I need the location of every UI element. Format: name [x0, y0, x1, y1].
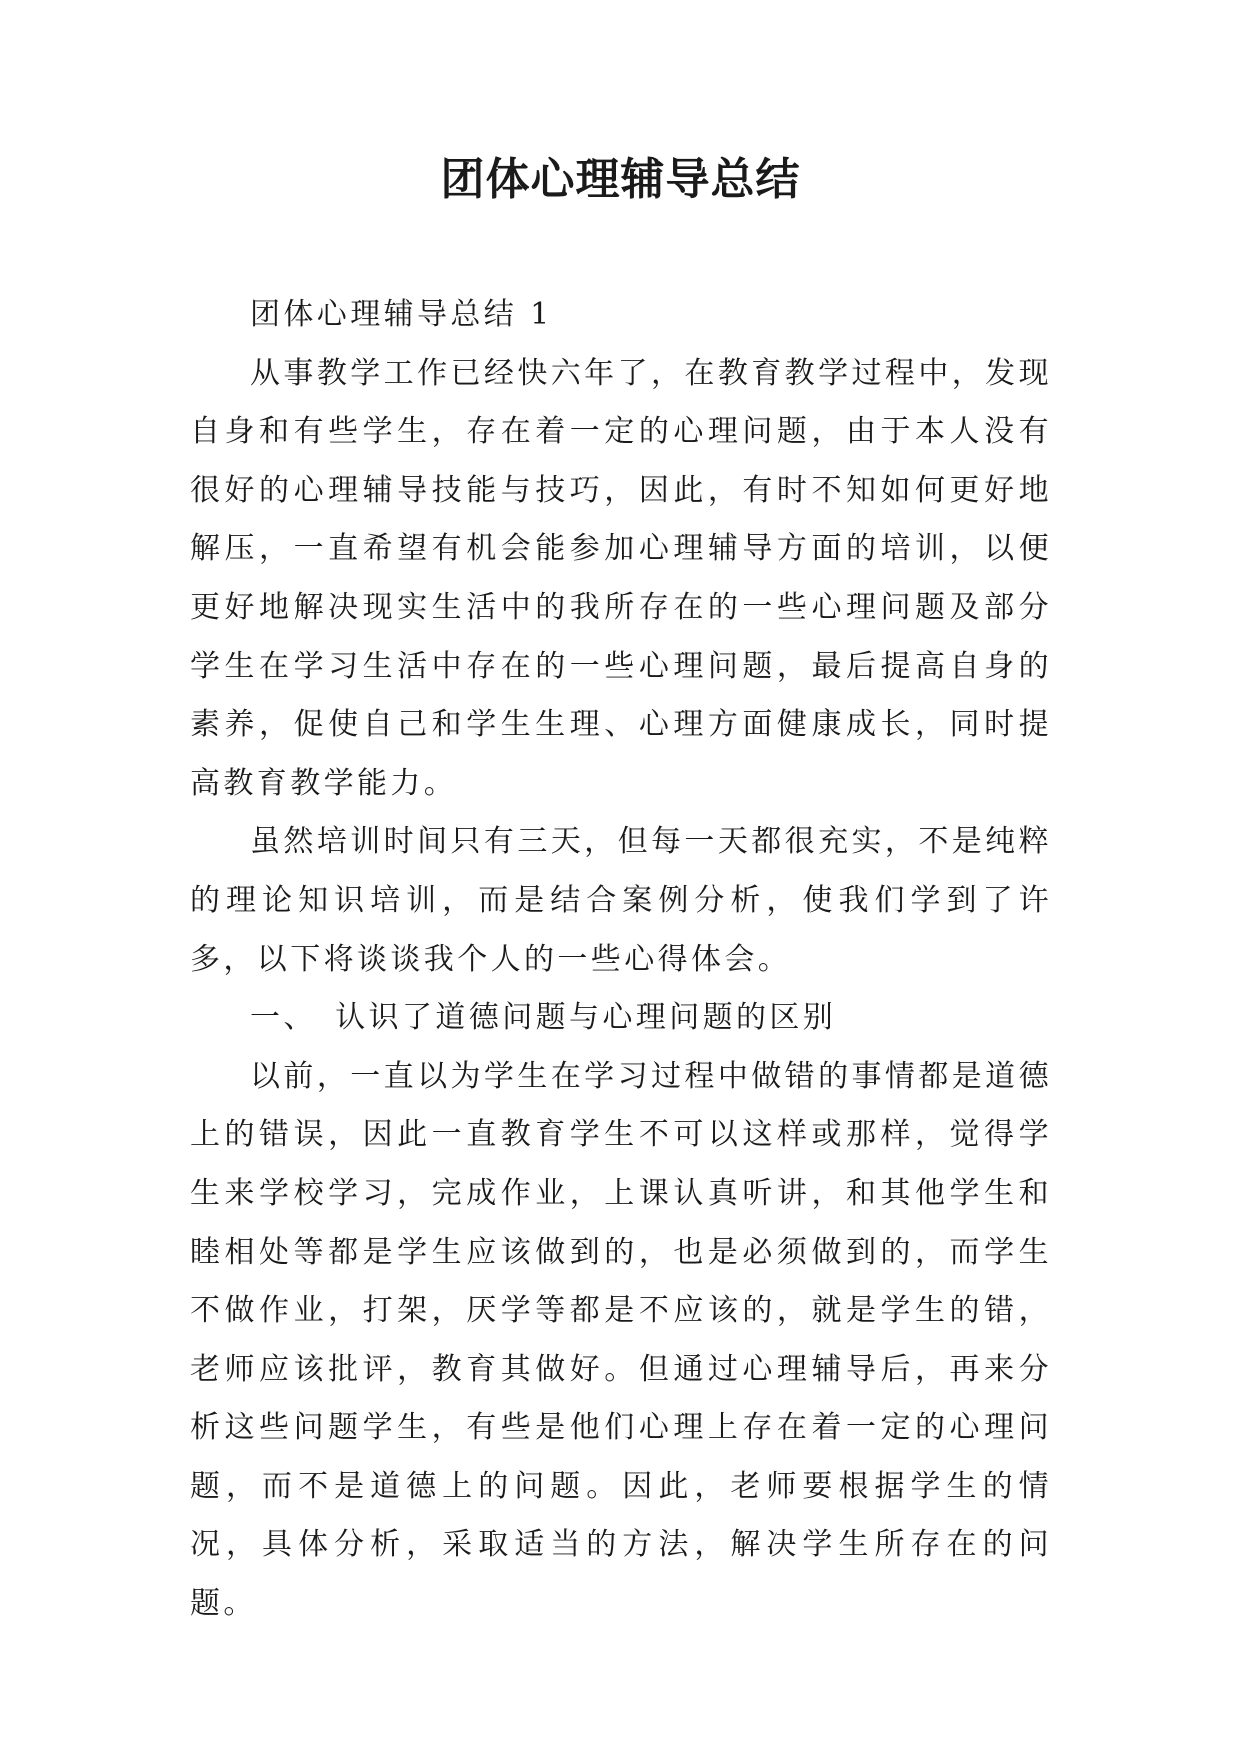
paragraph: 以前，一直以为学生在学习过程中做错的事情都是道德上的错误，因此一直教育学生不可以这样或那样，觉得学生来学校学习，完成作业，上课认真听讲，和其他学生和睦相处等都是学生应该做到的，也是必须做到的，而学生不做作业，打架，厌学等都是不应该的，就是学生的错，老师应该批评，教育其做好。但通过心理辅导后，再来分析这些问题学生，有些是他们心理上存在着一定的心理问题，而不是道德上的问题。因此，老师要根据学生的情况，具体分析，采取适当的方法，解决学生所存在的问题。 — [190, 1058, 1052, 1622]
section-heading: 团体心理辅导总结 1 — [250, 297, 553, 332]
paragraph: 虽然培训时间只有三天，但每一天都很充实，不是纯粹的理论知识培训，而是结合案例分析，使我们学到了许多，以下将谈谈我个人的一些心得体会。 — [190, 824, 1052, 977]
subsection-heading: 一、 认识了道德问题与心理问题的区别 — [250, 1000, 837, 1036]
document-body — [190, 286, 1052, 1634]
paragraph: 从事教学工作已经快六年了，在教育教学过程中，发现自身和有些学生，存在着一定的心理问题，由于本人没有很好的心理辅导技能与技巧，因此，有时不知如何更好地解压，一直希望有机会能参加心理辅导方面的培训，以便更好地解决现实生活中的我所存在的一些心理问题及部分学生在学习生活中存在的一些心理问题，最后提高自身的素养，促使自己和学生生理、心理方面健康成长，同时提高教育教学能力。 — [190, 355, 1052, 801]
document-title: 团体心理辅导总结 — [440, 154, 801, 205]
